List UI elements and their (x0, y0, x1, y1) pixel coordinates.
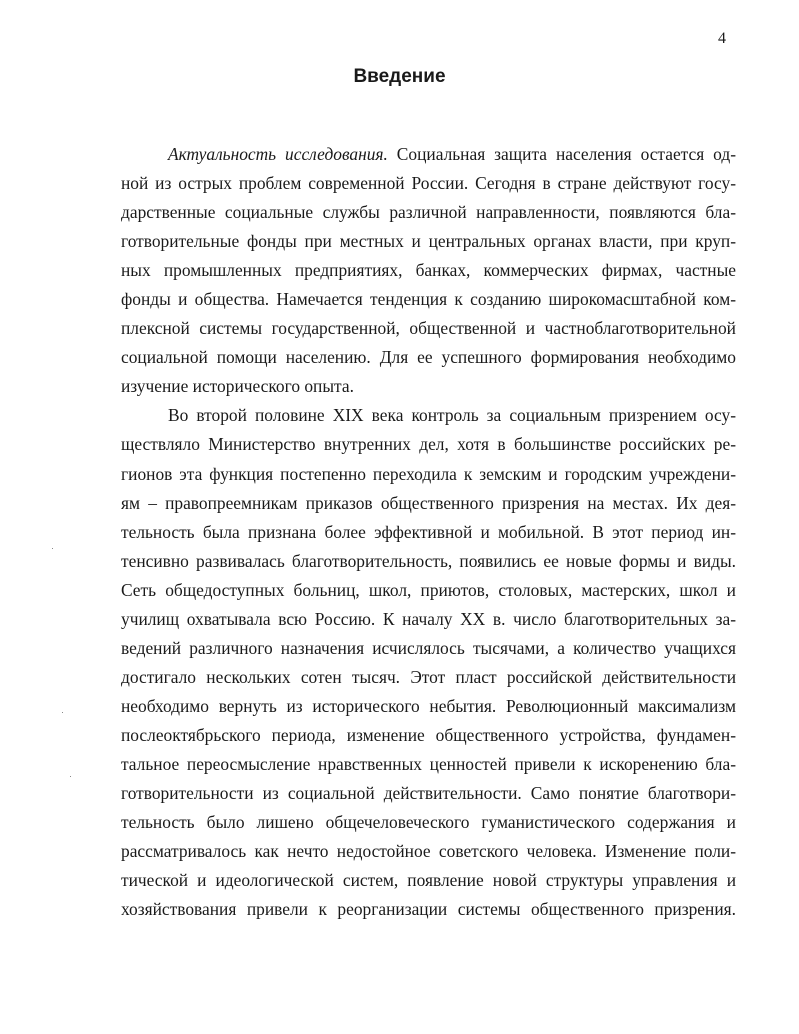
page-title: Введение (353, 66, 446, 87)
text-line-rest: Социальная защита населения остается од- (387, 144, 736, 164)
text-line: ных промышленных предприятиях, банках, коммерческих фирмах, частные (121, 260, 736, 281)
text-line: хозяйствования привели к реорганизации системы общественного призрения. (121, 899, 736, 920)
text-line: рассматривалось как нечто недостойное советского человека. Изменение поли- (121, 841, 736, 862)
text-line: послеоктябрьского периода, изменение общественного устройства, фундамен- (121, 724, 736, 745)
text-line: изучение исторического опыта. (121, 376, 354, 397)
text-line: тальное переосмысление нравственных ценностей привели к искоренению бла- (121, 753, 736, 774)
text-line: тельность была признана более эффективной и мобильной. В этот период ин- (121, 521, 736, 542)
text-line: гионов эта функция постепенно переходила к земским и городским учреждени- (121, 463, 736, 484)
text-line: тенсивно развивалась благотворительность, появились ее новые формы и виды. (121, 550, 736, 571)
text-line: фонды и общества. Намечается тенденция к созданию широкомасштабной ком- (121, 289, 736, 310)
paragraph-relevance (121, 140, 736, 401)
text-line: тической и идеологической систем, появление новой структуры управления и (121, 870, 736, 891)
text-line: готворительности из социальной действительности. Само понятие благотвори- (121, 783, 736, 804)
text-line: достигало нескольких сотен тысяч. Этот пласт российской действительности (121, 666, 736, 687)
text-line: дарственные социальные службы различной направленности, появляются бла- (121, 202, 736, 223)
text-line: тельность было лишено общечеловеческого гуманистического содержания и (121, 812, 736, 833)
text-line (121, 140, 736, 169)
text-line: готворительные фонды при местных и центральных органах власти, при круп- (121, 231, 736, 252)
text-line: ям – правопреемникам приказов общественного призрения на местах. Их дея- (121, 492, 736, 513)
text-line: училищ охватывала всю Россию. К началу XX в. число благотворительных за- (121, 608, 736, 629)
text-line: Сеть общедоступных больниц, школ, приютов, столовых, мастерских, школ и (121, 579, 736, 600)
text-line: Во второй половине XIX века контроль за социальным призрением осу- (168, 405, 736, 426)
paragraph-history (121, 401, 736, 924)
scan-speck (62, 712, 63, 713)
text-line: социальной помощи населению. Для ее успешного формирования необходимо (121, 347, 736, 368)
text-line: необходимо вернуть из исторического небытия. Революционный максимализм (121, 695, 736, 716)
text-line: плексной системы государственной, общественной и частноблаготворительной (121, 318, 736, 339)
scan-speck (52, 548, 53, 549)
page-number: 4 (718, 30, 726, 47)
scan-speck (70, 776, 71, 777)
text-line: ведений различного назначения исчислялось тысячами, а количество учащихся (121, 637, 736, 658)
text-line: ной из острых проблем современной России. Сегодня в стране действуют госу- (121, 173, 736, 194)
relevance-lead: Актуальность исследования. (168, 144, 388, 164)
text-line: ществляло Министерство внутренних дел, хотя в большинстве российских ре- (121, 434, 736, 455)
body-text (121, 140, 736, 924)
